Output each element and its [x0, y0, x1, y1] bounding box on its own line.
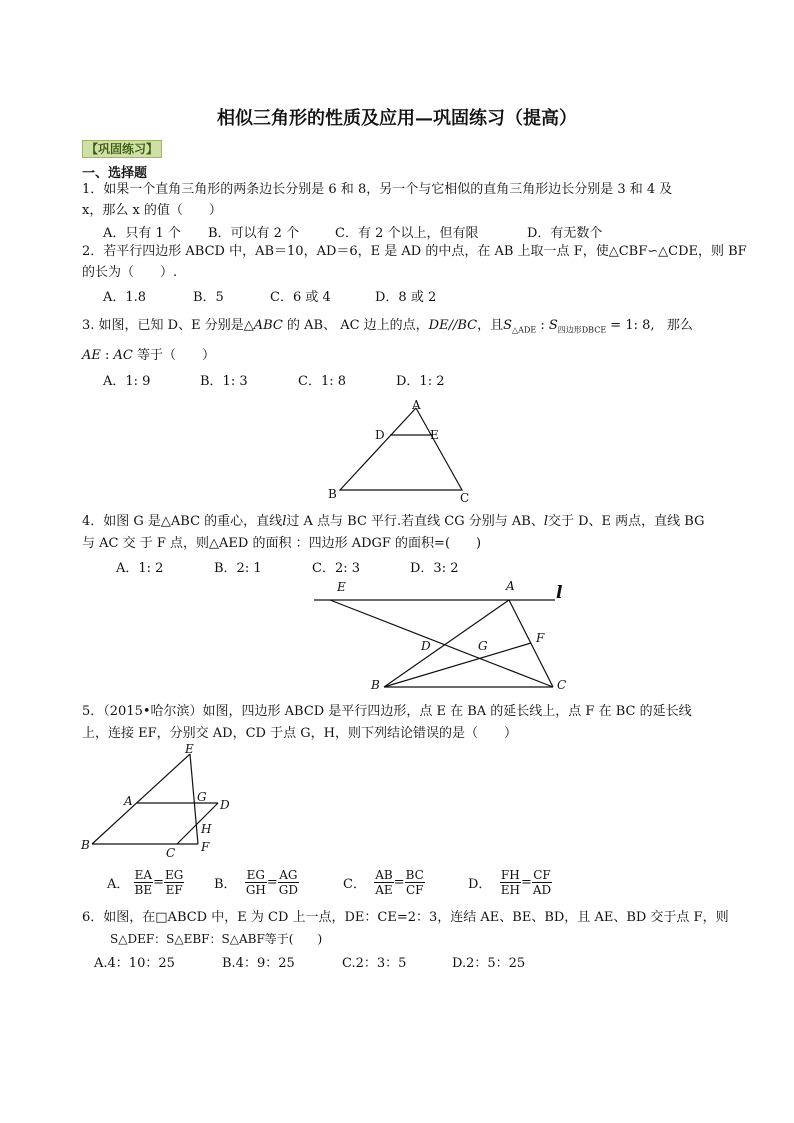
- q4-label-g: G: [478, 639, 488, 653]
- q5-label-f: F: [201, 840, 210, 854]
- q5-label-e: E: [185, 744, 194, 756]
- q5-option-d: D． $\frac{FH}{EH}$ = $\frac{CF}{AD}$: [468, 868, 552, 897]
- q1-line2: x，那么 x 的值（ ）: [82, 203, 222, 218]
- section-badge: 【巩固练习】: [82, 140, 162, 158]
- q4-option-c: C．2: 3: [312, 561, 361, 576]
- q3-line2: AE : AC 等于（ ）: [82, 348, 216, 363]
- q3-option-c: C．1: 8: [298, 374, 347, 389]
- q5-option-c: C． $\frac{AB}{AE}$ = $\frac{BC}{CF}$: [343, 868, 424, 897]
- q6-option-a: A.4：10：25: [94, 956, 175, 971]
- q2-line1: 2．若平行四边形 ABCD 中，AB＝10，AD＝6，E 是 AD 的中点，在 AB 上取一点 F，使△CBF∽△CDE，则 BF: [82, 244, 747, 259]
- q5-label-h: H: [201, 822, 212, 836]
- q3-triangle-abc: [340, 408, 462, 490]
- q3-label-a: A: [412, 398, 421, 412]
- q6-option-b: B.4：9：25: [222, 956, 295, 971]
- q6-line1: 6．如图，在□ABCD 中，E 为 CD 上一点，DE：CE=2：3，连结 AE、BE、BD，且 AE、BD 交于点 F，则: [82, 910, 729, 925]
- q2-line2: 的长为（ ）.: [82, 265, 178, 280]
- q4-label-l: l: [556, 583, 563, 603]
- q4-segment-ab: [384, 600, 509, 687]
- q1-option-d: D．有无数个: [527, 226, 603, 241]
- q1-option-c: C．有 2 个以上，但有限: [335, 226, 479, 241]
- q4-line1: 4．如图 G 是△ABC 的重心，直线l过 A 点与 BC 平行.若直线 CG 分别与 AB、l交于 D、E 两点，直线 BG: [82, 514, 705, 529]
- q4-label-d: D: [421, 639, 431, 653]
- q1-line1: 1．如果一个直角三角形的两条边长分别是 6 和 8，另一个与它相似的直角三角形边长分别是 3 和 4 及: [82, 182, 673, 197]
- q4-option-b: B．2: 1: [214, 561, 262, 576]
- q3-option-d: D．1: 2: [396, 374, 445, 389]
- q5-parallelogram-figure: [78, 744, 238, 860]
- q6-line2: S△DEF：S△EBF：S△ABF等于( ): [110, 932, 323, 946]
- q5-line1: 5．（2015•哈尔滨）如图，四边形 ABCD 是平行四边形，点 E 在 BA 的延长线上，点 F 在 BC 的延长线: [82, 704, 692, 719]
- q4-label-c: C: [557, 678, 567, 692]
- q1-option-b: B．可以有 2 个: [208, 226, 300, 241]
- q6-option-c: C.2：3：5: [342, 956, 407, 971]
- q4-segment-ec: [330, 600, 553, 687]
- q4-centroid-figure: [310, 576, 580, 694]
- q4-label-a: A: [506, 579, 515, 593]
- q4-line2: 与 AC 交 于 F 点，则△AED 的面积 ：四边形 ADGF 的面积=( ): [82, 536, 482, 551]
- q5-label-a: A: [124, 794, 133, 808]
- q3-label-c: C: [460, 491, 470, 505]
- q3-label-b: B: [328, 487, 337, 501]
- q4-label-e: E: [337, 580, 346, 594]
- q4-option-d: D．3: 2: [410, 561, 459, 576]
- q3-option-b: B．1: 3: [200, 374, 248, 389]
- q3-option-a: A．1: 9: [103, 374, 151, 389]
- q1-option-a: A．只有 1 个: [103, 226, 181, 241]
- q5-label-g: G: [197, 790, 207, 804]
- q6-option-d: D.2：5：25: [452, 956, 526, 971]
- q4-label-f: F: [536, 631, 545, 645]
- q2-option-b: B．5: [193, 290, 224, 305]
- q5-option-a: A． $\frac{EA}{BE}$ = $\frac{EG}{EF}$: [107, 868, 184, 897]
- q3-label-e: E: [430, 428, 439, 442]
- q2-option-d: D．8 或 2: [375, 290, 437, 305]
- q5-label-d: D: [220, 798, 230, 812]
- q4-option-a: A．1: 2: [116, 561, 164, 576]
- q5-line2: 上，连接 EF，分别交 AD，CD 于点 G，H，则下列结论错误的是（ ）: [82, 726, 517, 741]
- q2-option-c: C．6 或 4: [270, 290, 331, 305]
- q3-triangle-figure: [320, 396, 480, 506]
- q5-label-c: C: [166, 846, 176, 860]
- section-heading: 一、选择题: [82, 166, 148, 181]
- q4-label-b: B: [371, 678, 380, 692]
- q3-label-d: D: [375, 428, 385, 442]
- q5-segment-eb: [92, 754, 190, 844]
- q5-option-b: B． $\frac{EG}{GH}$ = $\frac{AG}{GD}$: [214, 868, 299, 897]
- page-title: 相似三角形的性质及应用—巩固练习（提高）: [217, 108, 577, 129]
- q5-label-b: B: [81, 838, 90, 852]
- q3-line1: 3. 如图，已知 D、E 分别是△ABC 的 AB、 AC 边上的点，DE//BC，且$S_{\triangle ADE}$ : $S_{四边形DBCE} = 1$: 8, 那么: [82, 318, 693, 335]
- q2-option-a: A．1.8: [103, 290, 147, 305]
